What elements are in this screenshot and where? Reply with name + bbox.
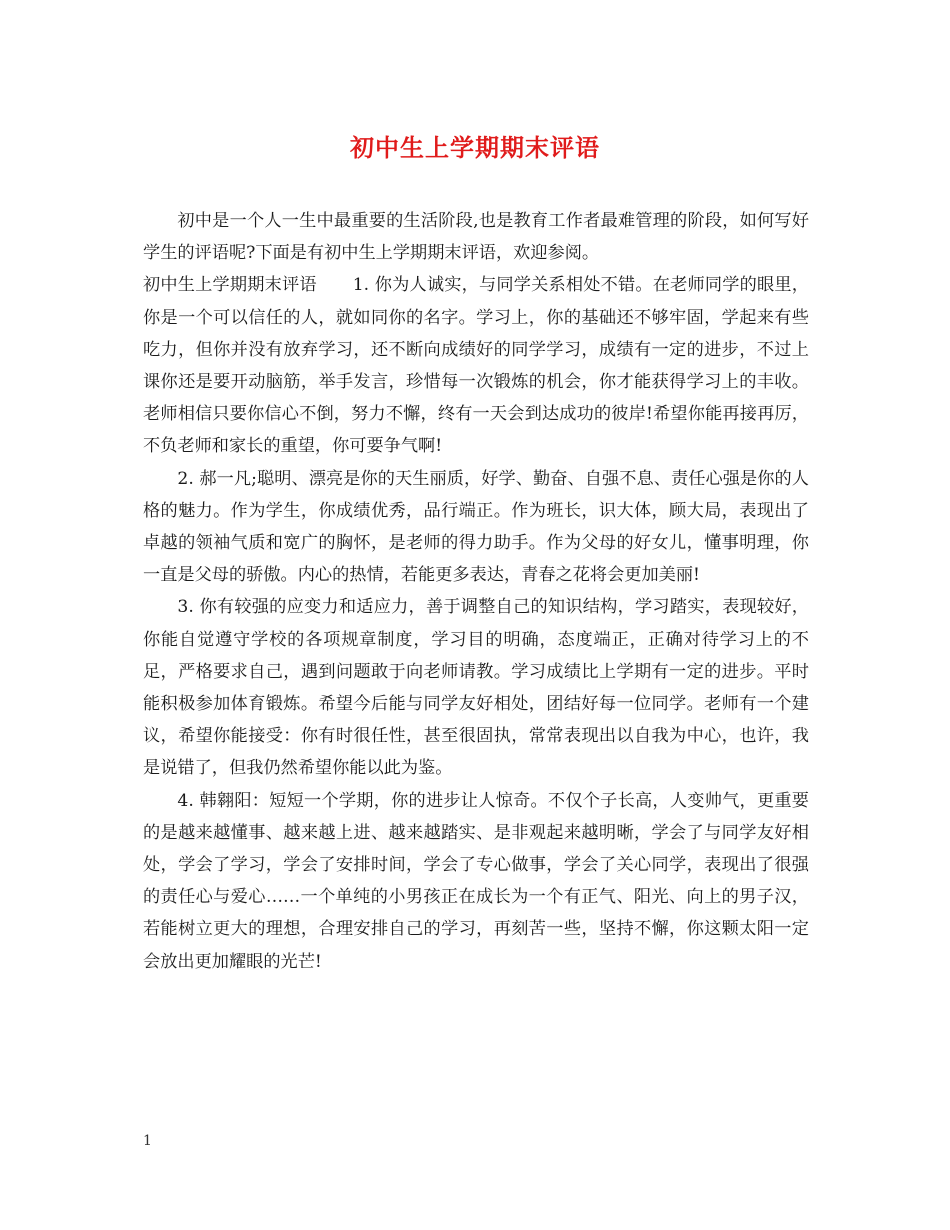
document-title: 初中生上学期期末评语 [350, 133, 600, 162]
section-heading: 初中生上学期期末评语 [143, 275, 317, 296]
comment-paragraph-4: 4. 韩翱阳：短短一个学期，你的进步让人惊奇。不仅个子长高，人变帅气，更重要的是越来越懂事、越来越上进、越来越踏实、是非观起来越明晰，学会了与同学友好相处，学会了学习，学会了安排时间，学会了专心做事，学会了关心同学，表现出了很强的责任心与爱心……一个单纯的小男孩正在成长为一个有正气、阳光、向上的男子汉，若能树立更大的理想，合理安排自己的学习，再刻苦一些，坚持不懈，你这颗太阳一定会放出更加耀眼的光芒! [143, 790, 809, 972]
comment-paragraph-1 [143, 269, 809, 462]
document-body [143, 205, 809, 978]
comment-paragraph-2: 2. 郝一凡;聪明、漂亮是你的天生丽质，好学、勤奋、自强不息、责任心强是你的人格的魅力。作为学生，你成绩优秀，品行端正。作为班长，识大体，顾大局，表现出了卓越的领袖气质和宽广的胸怀，是老师的得力助手。作为父母的好女儿，懂事明理，你一直是父母的骄傲。内心的热情，若能更多表达，青春之花将会更加美丽! [143, 468, 809, 586]
comment-1: 1. 你为人诚实，与同学关系相处不错。在老师同学的眼里，你是一个可以信任的人，就如同你的名字。学习上，你的基础还不够牢固，学起来有些吃力，但你并没有放弃学习，还不断向成绩好的同学学习，成绩有一定的进步，不过上课你还是要开动脑筋，举手发言，珍惜每一次锻炼的机会，你才能获得学习上的丰收。老师相信只要你信心不倒，努力不懈，终有一天会到达成功的彼岸!希望你能再接再厉，不负老师和家长的重望，你可要争气啊! [143, 275, 809, 457]
intro-paragraph: 初中是一个人一生中最重要的生活阶段,也是教育工作者最难管理的阶段，如何写好学生的评语呢?下面是有初中生上学期期末评语，欢迎参阅。 [143, 211, 809, 264]
comment-paragraph-3: 3. 你有较强的应变力和适应力，善于调整自己的知识结构，学习踏实，表现较好，你能自觉遵守学校的各项规章制度，学习目的明确，态度端正，正确对待学习上的不足，严格要求自己，遇到问题敢于向老师请教。学习成绩比上学期有一定的进步。平时能积极参加体育锻炼。希望今后能与同学友好相处，团结好每一位同学。老师有一个建议，希望你能接受：你有时很任性，甚至很固执，常常表现出以自我为中心，也许，我是说错了，但我仍然希望你能以此为鉴。 [143, 597, 809, 779]
page-number: 1 [143, 1133, 152, 1149]
